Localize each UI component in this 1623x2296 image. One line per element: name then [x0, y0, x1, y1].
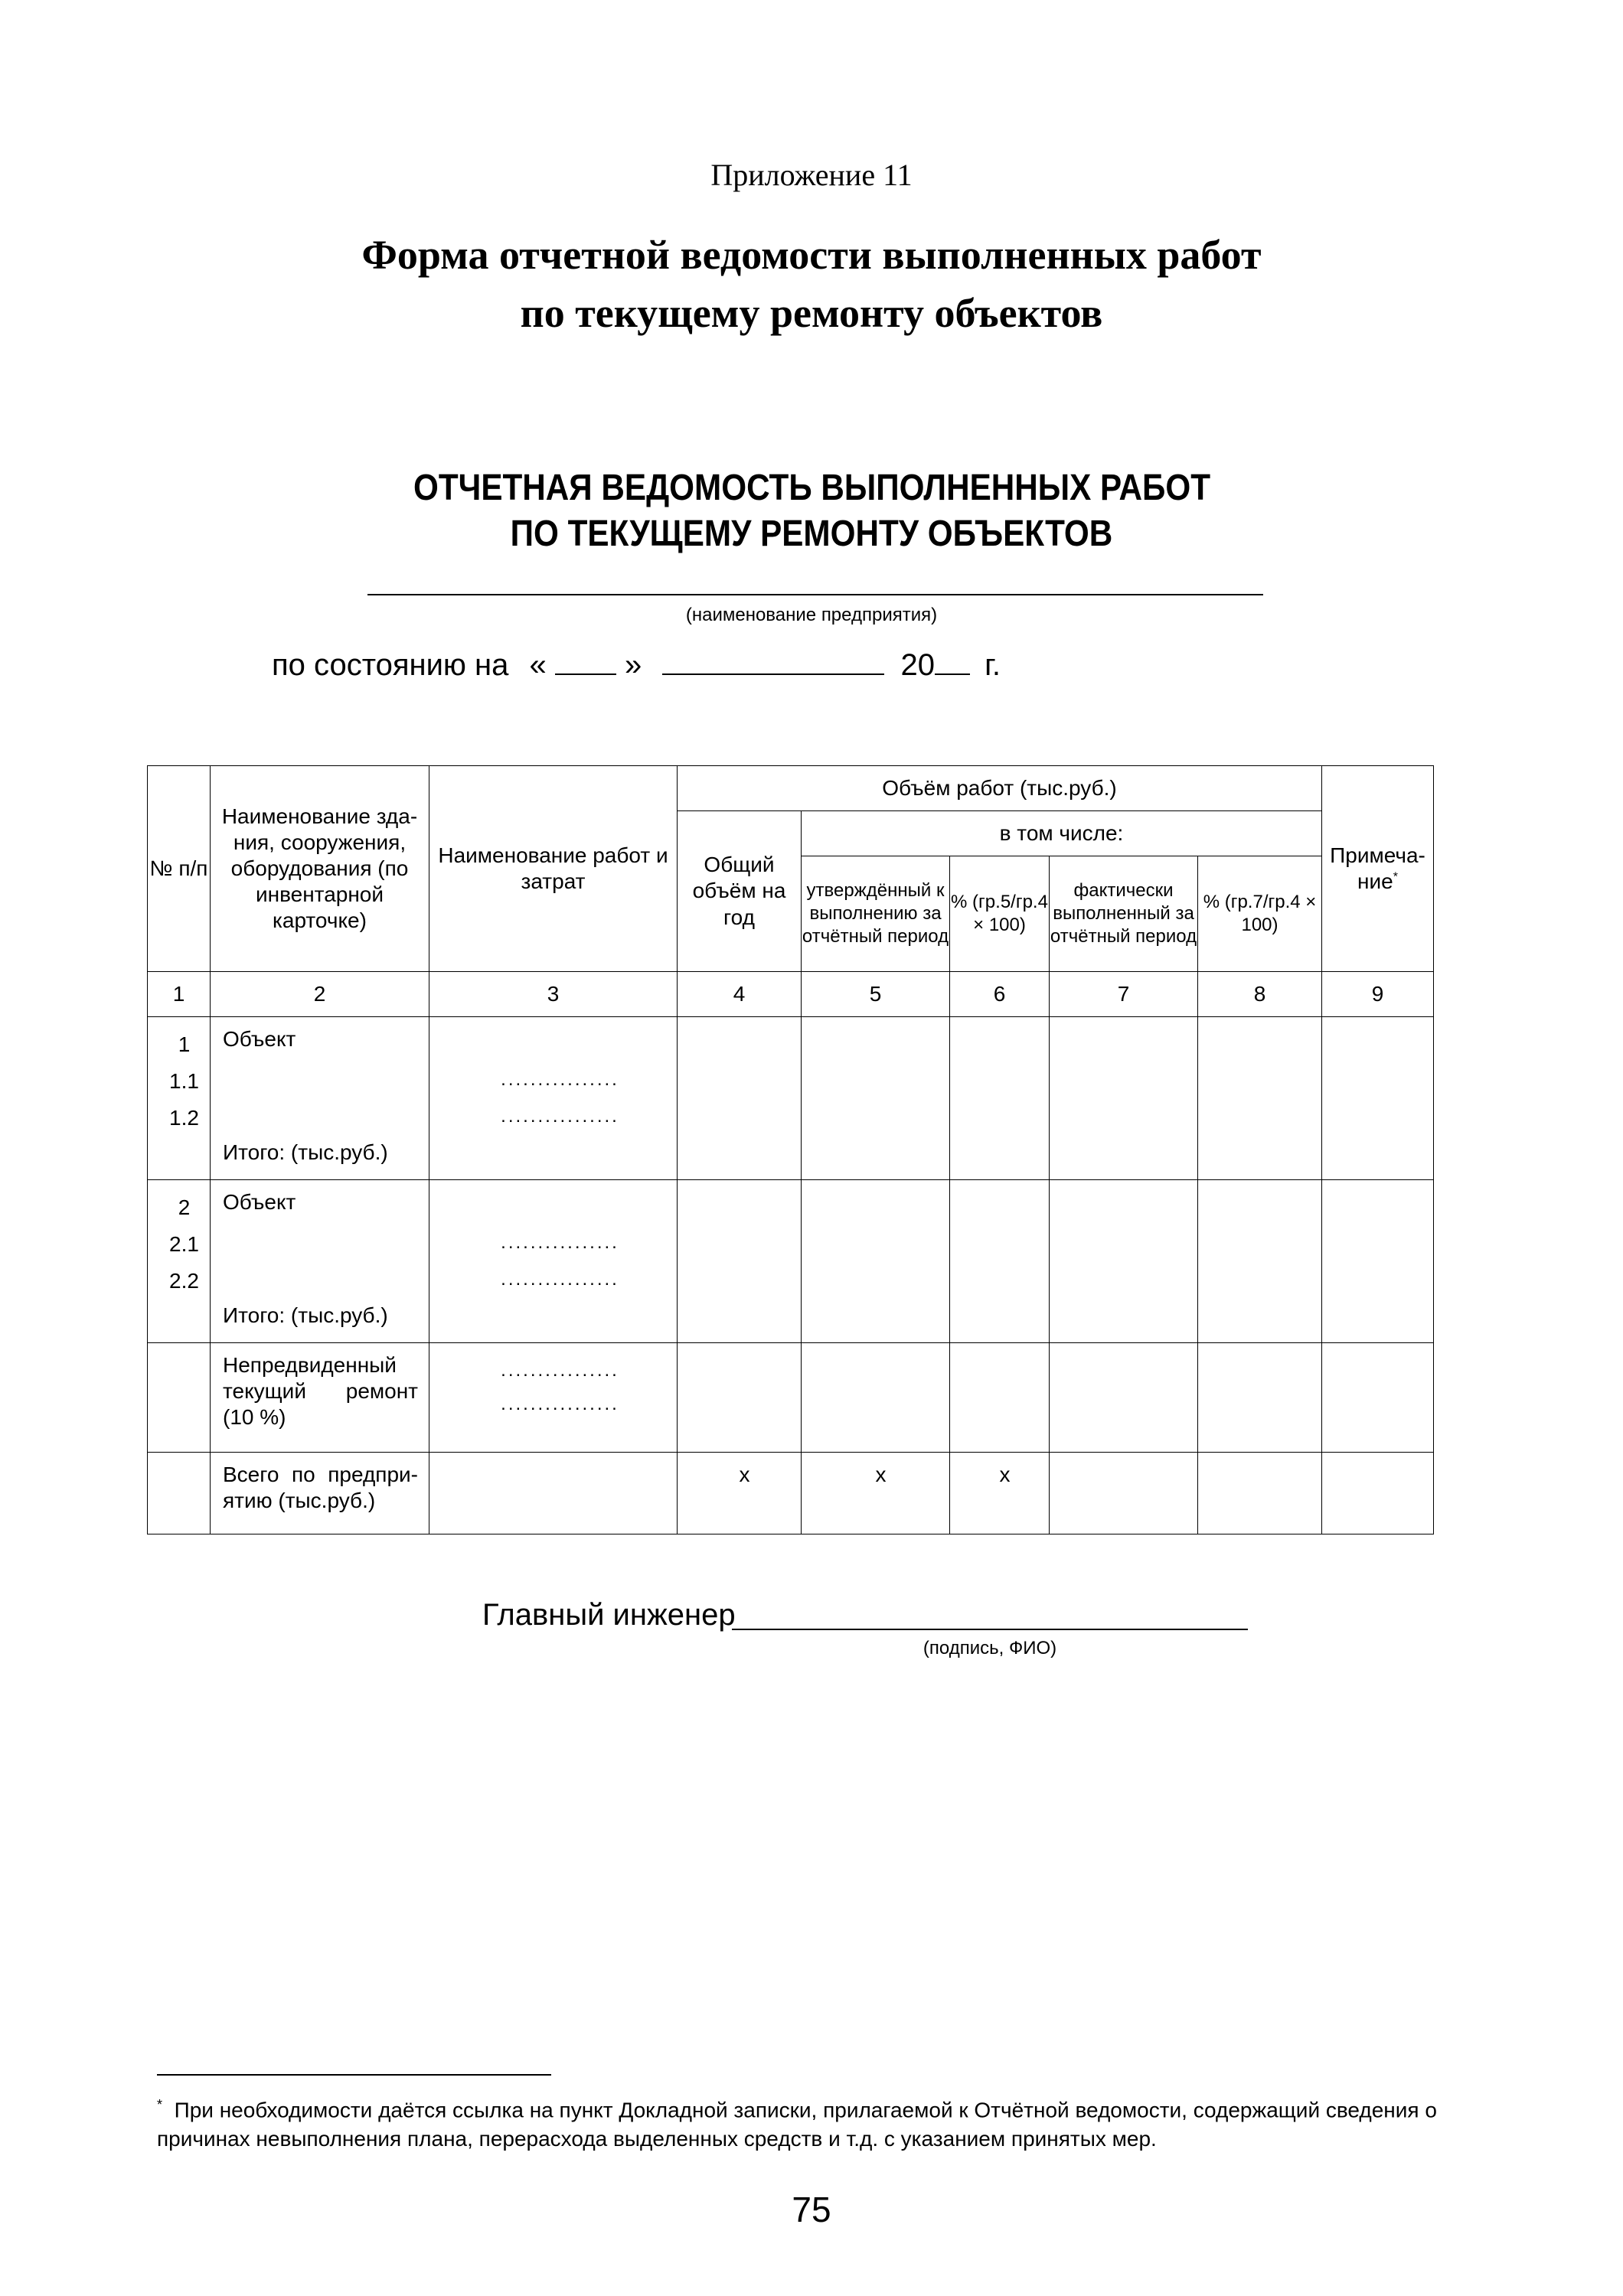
total-x: x [802, 1453, 950, 1534]
col-number: 6 [950, 972, 1050, 1017]
header-pct-approved: % (гр.5/гр.4 × 100) [950, 856, 1050, 972]
col-number: 4 [678, 972, 802, 1017]
document-title-line-2: по текущему ремонту объектов [520, 290, 1103, 336]
header-approved: утверждённый к выполнению за отчётный период [802, 856, 950, 972]
signature-field [732, 1629, 1248, 1630]
header-building: Наименование зда-ния, сооружения, оборудования (по инвентарной карточке) [211, 766, 429, 972]
object-num-cell: 1 1.1 1.2 [148, 1017, 211, 1180]
table-row [148, 1453, 1434, 1534]
header-volume: Объём работ (тыс.руб.) [678, 766, 1322, 811]
col-number: 3 [429, 972, 678, 1017]
object-name: Объект [223, 1027, 296, 1051]
enterprise-name-field [367, 594, 1263, 595]
close-quote: » [625, 648, 642, 682]
enterprise-name-caption: (наименование предприятия) [685, 605, 938, 625]
appendix-label: Приложение 11 [710, 158, 913, 192]
year-blank [935, 647, 970, 675]
footnote [157, 2095, 1481, 2154]
table-row [148, 1180, 1434, 1343]
document-title-line-1: Форма отчетной ведомости выполненных работ [361, 232, 1262, 278]
col-number: 9 [1322, 972, 1434, 1017]
works-cell: ................ ................ [429, 1017, 678, 1180]
open-quote: « [529, 648, 547, 682]
col-number: 8 [1198, 972, 1322, 1017]
signature-caption: (подпись, ФИО) [923, 1638, 1057, 1658]
footnote-text: При необходимости даётся ссылка на пункт Докладной записки, прилагаемой к Отчётной ведомости, содержащий сведения о причинах невыполнения плана, перерасхода выделенных средств и т.д. с указанием принятых мер. [157, 2098, 1437, 2151]
year-prefix: 20 [900, 648, 935, 682]
header-including: в том числе: [802, 811, 1322, 856]
table-row [148, 1343, 1434, 1453]
col-number: 2 [211, 972, 429, 1017]
works-cell: ................ ................ [429, 1180, 678, 1343]
total-x: x [950, 1453, 1050, 1534]
col-number: 7 [1050, 972, 1198, 1017]
object-name-cell [211, 1180, 429, 1343]
header-total-year: Общий объём на год [678, 811, 802, 972]
header-works: Наименование работ и затрат [429, 766, 678, 972]
footnote-mark: * [157, 2097, 163, 2112]
day-blank [555, 647, 616, 675]
year-suffix: г. [985, 648, 1001, 682]
object-num-cell: 2 2.1 2.2 [148, 1180, 211, 1343]
total-x: x [678, 1453, 802, 1534]
as-of-date-line [272, 647, 1001, 683]
footnote-rule [157, 2074, 551, 2076]
object-subtotal: Итого: (тыс.руб.) [223, 1140, 388, 1164]
object-name-cell [211, 1017, 429, 1180]
col-number: 1 [148, 972, 211, 1017]
header-actual: фактически выполненный за отчётный период [1050, 856, 1198, 972]
report-title-line-1: ОТЧЕТНАЯ ВЕДОМОСТЬ ВЫПОЛНЕННЫХ РАБОТ [413, 468, 1210, 508]
month-blank [662, 647, 884, 675]
object-subtotal: Итого: (тыс.руб.) [223, 1303, 388, 1327]
report-title-line-2: ПО ТЕКУЩЕМУ РЕМОНТУ ОБЪЕКТОВ [510, 514, 1113, 554]
header-pct-actual: % (гр.7/гр.4 × 100) [1198, 856, 1322, 972]
object-name: Объект [223, 1190, 296, 1214]
report-table [147, 765, 1434, 1534]
col-number: 5 [802, 972, 950, 1017]
unforeseen-label: Непредвиденный текущий ремонт (10 %) [211, 1343, 429, 1453]
header-note: Примеча-ние* [1322, 766, 1434, 972]
page-number: 75 [792, 2190, 831, 2229]
total-label: Всего по предпри-ятию (тыс.руб.) [211, 1453, 429, 1534]
table-row [148, 1017, 1434, 1180]
signature-label: Главный инженер [482, 1598, 736, 1632]
as-of-label: по состоянию на [272, 648, 509, 682]
works-cell: ................ ................ [429, 1343, 678, 1453]
header-num: № п/п [148, 766, 211, 972]
